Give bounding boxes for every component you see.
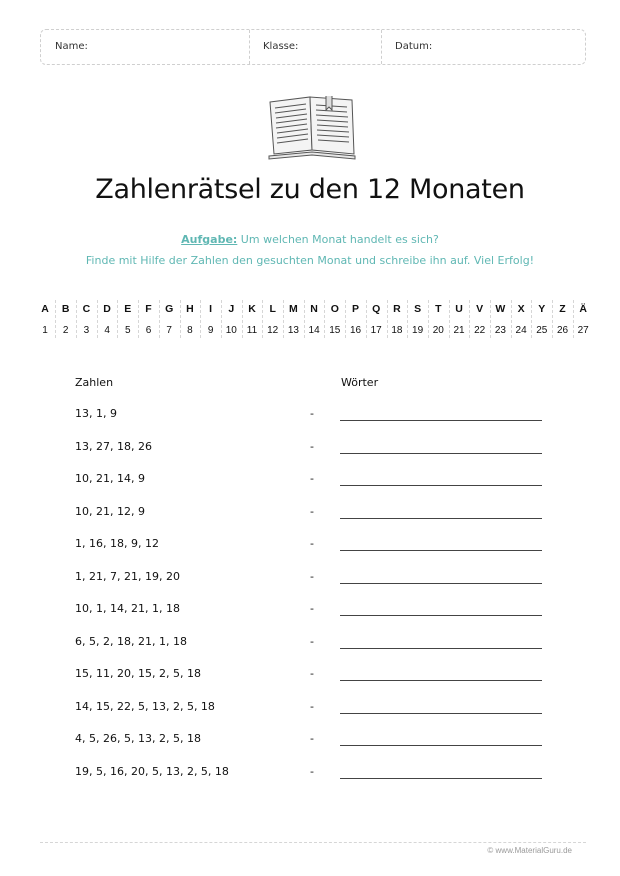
alphabet-cell-divider [449,300,450,338]
alphabet-letter: H [186,303,194,315]
alphabet-number: 3 [83,325,90,336]
name-label: Name: [55,41,88,52]
number-sequence: 10, 21, 14, 9 [75,472,145,485]
task-label: Aufgabe: [181,233,238,246]
number-sequence: 13, 27, 18, 26 [75,439,152,453]
alphabet-cell-divider [55,300,56,338]
alphabet-number: 24 [515,325,527,336]
alphabet-letter: A [41,303,49,315]
alphabet-letter: Ä [579,303,587,315]
puzzle-row [0,440,620,460]
alphabet-number: 13 [287,325,299,336]
alphabet-letter: Z [559,303,566,315]
row-dash: - [310,634,314,648]
alphabet-cell-divider [407,300,408,338]
puzzle-row [0,602,620,622]
alphabet-number: 10 [225,325,237,336]
answer-line[interactable] [340,485,542,486]
alphabet-letter: E [124,303,132,315]
header-fields-box [40,29,586,65]
alphabet-letter: D [103,303,111,315]
alphabet-letter: K [248,303,256,315]
alphabet-number: 19 [412,325,424,336]
row-dash: - [310,732,314,745]
alphabet-cell-divider [242,300,243,338]
answer-line[interactable] [340,615,542,616]
alphabet-cell-divider [469,300,470,338]
number-sequence: 1, 21, 7, 21, 19, 20 [75,569,180,583]
footer-divider [40,842,586,843]
alphabet-letter: S [414,303,422,315]
alphabet-letter: V [476,303,484,315]
alphabet-cell-divider [200,300,201,338]
alphabet-number: 27 [577,325,589,336]
alphabet-number: 12 [267,325,279,336]
number-sequence: 14, 15, 22, 5, 13, 2, 5, 18 [75,699,215,713]
alphabet-number: 18 [391,325,403,336]
alphabet-letter: W [495,303,506,315]
alphabet-letter: C [82,303,91,315]
alphabet-number: 15 [329,325,341,336]
row-dash: - [310,602,314,615]
row-dash: - [310,439,314,453]
header-divider [381,30,382,64]
task-question: Um welchen Monat handelt es sich? [237,233,439,246]
alphabet-letter: R [393,303,401,315]
puzzle-row [0,732,620,752]
answer-line[interactable] [340,713,542,714]
answer-line[interactable] [340,453,542,454]
puzzle-row [0,570,620,590]
answer-line[interactable] [340,518,542,519]
answer-line[interactable] [340,648,542,649]
puzzle-row [0,700,620,720]
open-book-icon [266,92,358,164]
alphabet-number: 25 [536,325,548,336]
alphabet-number: 26 [556,325,569,336]
page-title: Zahlenrätsel zu den 12 Monaten [95,174,525,205]
alphabet-number: 2 [62,325,69,336]
number-sequence: 10, 1, 14, 21, 1, 18 [75,602,180,615]
alphabet-number: 17 [370,325,382,336]
number-sequence: 1, 16, 18, 9, 12 [75,537,159,550]
alphabet-cell-divider [511,300,512,338]
puzzle-row [0,472,620,492]
alphabet-letter: B [61,303,70,315]
alphabet-number: 4 [104,325,110,336]
alphabet-cell-divider [304,300,305,338]
alphabet-letter: G [165,303,174,315]
alphabet-number: 6 [145,325,152,336]
number-sequence: 13, 1, 9 [75,407,117,420]
date-label: Datum: [395,41,433,52]
alphabet-cell-divider [97,300,98,338]
alphabet-number: 16 [349,325,362,336]
alphabet-letter: X [517,303,525,315]
answer-line[interactable] [340,778,542,779]
task-line [0,233,620,246]
alphabet-letter: U [455,303,463,315]
answer-line[interactable] [340,745,542,746]
header-divider [249,30,250,64]
alphabet-letter: Y [538,303,546,315]
alphabet-number: 21 [453,325,465,336]
alphabet-number: 23 [494,325,506,336]
alphabet-letter: T [435,303,442,315]
alphabet-number: 11 [246,325,258,336]
alphabet-letter: M [289,303,298,315]
row-dash: - [310,537,314,550]
alphabet-cell-divider [552,300,553,338]
answer-line[interactable] [340,420,542,421]
alphabet-letter: P [351,303,359,315]
alphabet-letter: O [330,303,339,315]
alphabet-number: 7 [166,325,172,336]
alphabet-number: 9 [207,325,214,336]
alphabet-cell-divider [262,300,263,338]
words-column-header: Wörter [341,376,379,389]
alphabet-number: 20 [432,325,444,336]
alphabet-cell-divider [221,300,222,338]
puzzle-row [0,407,620,427]
puzzle-row [0,765,620,785]
row-dash: - [310,504,314,518]
alphabet-letter: N [310,303,318,315]
number-sequence: 4, 5, 26, 5, 13, 2, 5, 18 [75,732,201,745]
alphabet-letter: F [145,303,152,315]
task-instruction: Finde mit Hilfe der Zahlen den gesuchten Monat und schreibe ihn auf. Viel Erfolg! [85,254,535,267]
row-dash: - [310,764,314,778]
row-dash: - [310,472,314,485]
alphabet-letter: J [228,303,235,315]
alphabet-cell-divider [138,300,139,338]
row-dash: - [310,407,314,420]
number-sequence: 6, 5, 2, 18, 21, 1, 18 [75,634,187,648]
alphabet-cell-divider [283,300,284,338]
number-sequence: 15, 11, 20, 15, 2, 5, 18 [75,667,201,680]
number-sequence: 19, 5, 16, 20, 5, 13, 2, 5, 18 [75,764,229,778]
alphabet-cell-divider [324,300,325,338]
alphabet-cell-divider [345,300,346,338]
alphabet-cell-divider [117,300,118,338]
alphabet-cell-divider [180,300,181,338]
alphabet-cell-divider [387,300,388,338]
alphabet-number: 8 [187,325,193,336]
row-dash: - [310,667,314,680]
row-dash: - [310,699,314,713]
row-dash: - [310,569,314,583]
alphabet-cell-divider [428,300,429,338]
answer-line[interactable] [340,680,542,681]
answer-line[interactable] [340,583,542,584]
numbers-column-header: Zahlen [75,376,114,389]
puzzle-row [0,635,620,655]
alphabet-number: 14 [308,325,320,336]
puzzle-row [0,667,620,687]
alphabet-number: 5 [125,325,131,336]
alphabet-cell-divider [531,300,532,338]
alphabet-letter: L [269,303,276,315]
alphabet-letter: I [209,303,213,315]
alphabet-number: 1 [42,325,48,336]
footer-copyright: © www.MaterialGuru.de [487,846,572,855]
puzzle-row [0,537,620,557]
alphabet-cell-divider [490,300,491,338]
class-label: Klasse: [263,41,299,52]
answer-line[interactable] [340,550,542,551]
alphabet-cell-divider [573,300,574,338]
alphabet-cell-divider [159,300,160,338]
puzzle-row [0,505,620,525]
alphabet-letter: Q [372,303,381,315]
alphabet-number: 22 [474,325,486,336]
alphabet-cell-divider [76,300,77,338]
alphabet-cell-divider [366,300,367,338]
number-sequence: 10, 21, 12, 9 [75,504,145,518]
